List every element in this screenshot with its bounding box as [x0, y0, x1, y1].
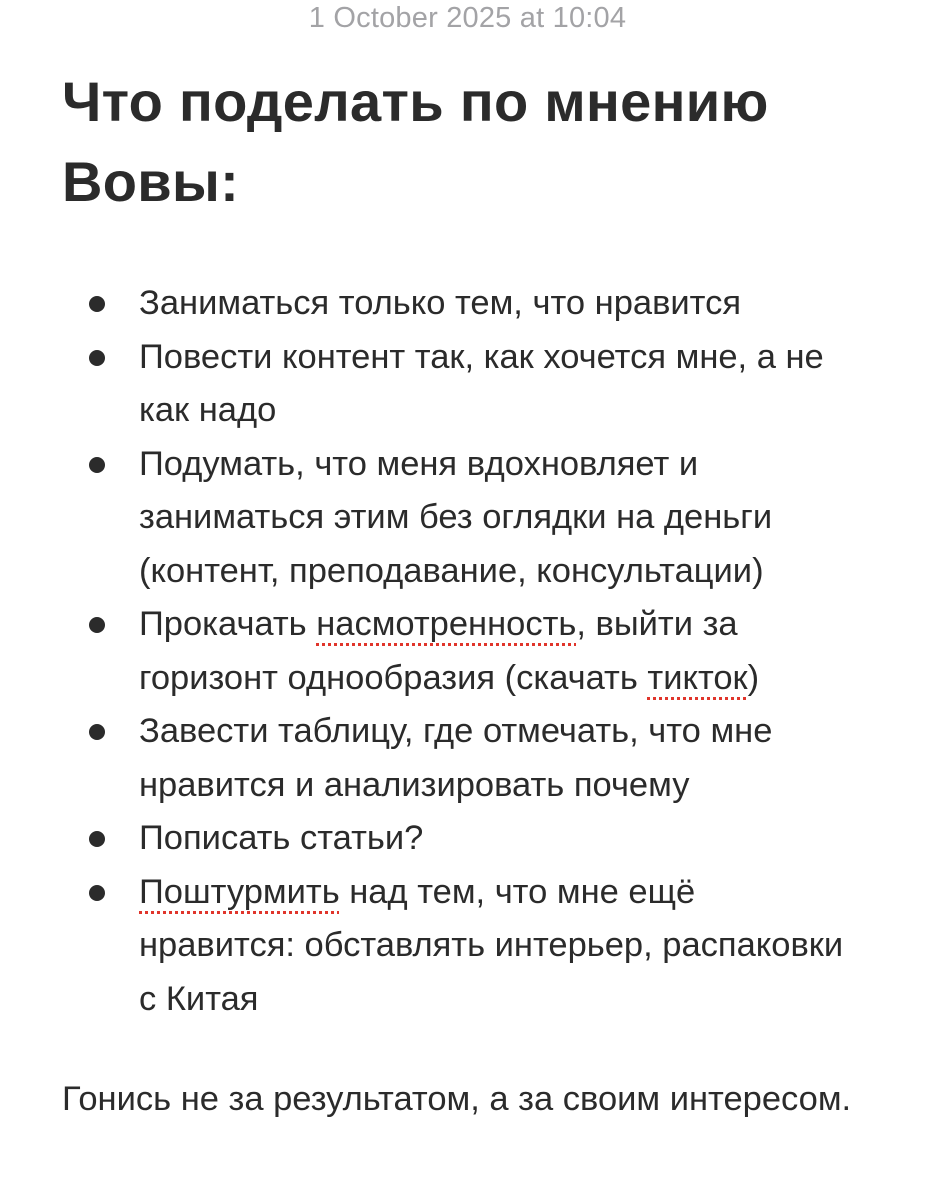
- list-item-text-end: ): [747, 658, 760, 697]
- bullet-list[interactable]: [0, 277, 935, 1026]
- list-item-text: Заниматься только тем, что нравится: [139, 284, 742, 322]
- list-item[interactable]: [0, 812, 859, 866]
- bullet-icon: [89, 885, 105, 901]
- list-item[interactable]: [0, 277, 859, 331]
- list-item[interactable]: [0, 598, 859, 705]
- bullet-icon: [89, 350, 105, 366]
- list-item[interactable]: [0, 331, 859, 438]
- bullet-icon: [89, 296, 105, 312]
- note-date: 1 October 2025 at 10:04: [308, 2, 627, 34]
- bullet-icon: [89, 831, 105, 847]
- list-item-text: Повести контент так, как хочется мне, а не как надо: [139, 337, 824, 429]
- bullet-icon: [89, 457, 105, 473]
- list-item-text: Подумать, что меня вдохновляет и заниматься этим без оглядки на деньги (контент, преподавание, консультации): [139, 444, 773, 590]
- misspelled-word[interactable]: тикток: [647, 658, 748, 697]
- misspelled-word[interactable]: насмотренность: [316, 605, 577, 643]
- list-item-text: Завести таблицу, где отмечать, что мне нравится и анализировать почему: [139, 712, 773, 804]
- list-item[interactable]: [0, 438, 859, 599]
- list-item-text: Пописать статьи?: [139, 819, 424, 857]
- closing-paragraph[interactable]: Гонись не за результатом, а за своим интересом.: [62, 1080, 852, 1118]
- list-item[interactable]: [0, 705, 859, 812]
- list-item-text-middle: , выйти за горизонт однообразия (скачать: [139, 605, 738, 697]
- bullet-icon: [89, 724, 105, 740]
- misspelled-word[interactable]: Поштурмить: [139, 872, 340, 911]
- note-title[interactable]: Что поделать по мнению Вовы:: [62, 70, 769, 213]
- bullet-icon: [89, 617, 105, 633]
- list-item-text-start: Прокачать: [139, 605, 317, 643]
- list-item-text-end: над тем, что мне ещё нравится: обставлять интерьер, распаковки с Китая: [139, 872, 844, 1018]
- list-item[interactable]: [0, 866, 859, 1027]
